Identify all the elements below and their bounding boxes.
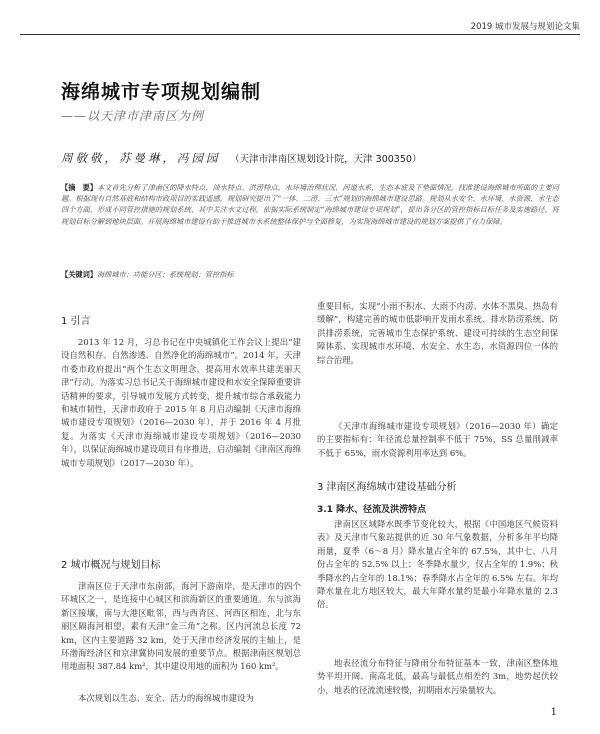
author-names: 周敬敬，苏曼琳，冯园园 (61, 151, 221, 165)
section-2-heading: 2 城市概况与规划目标 (61, 560, 161, 571)
keywords-label: 【关键词】 (61, 270, 97, 279)
keywords (61, 270, 234, 280)
section-3-heading: 3 津南区海绵城市建设基础分析 (317, 482, 457, 493)
section-1-paragraph: 2013 年 12 月，习总书记在中央城镇化工作会议上提出“建设自然积存、自然渗透、自然净化的海绵城市”。2014 年，天津市委市政府提出“两个生态文明理念，提高用水效率共建美丽天津”行动。为落实习总书记关于海绵城市建设和水安全保障重要讲话精神的要求，引导城市发展方式转变，提升城市综合承载能力和城市韧性，天津市政府于 2015 年 8 月启动编制《天津市海绵城市建设专项规划》（2016—2030 年），并于 2016 年 4 月批复。为落实《天津市海绵城市建设专项规划》（2016—2030 年），以保证海绵城市建设项目有序推进，启动编制《津南区海绵城市专项规划》（2017—2030 年）。 (61, 337, 301, 468)
author-affiliation: （天津市津南区规划设计院，天津 300350） (230, 154, 422, 165)
targets-paragraph: 《天津市海绵城市建设专项规划》（2016—2030 年）确定的主要指标有：年径流总量控制率不低于 75%，SS 总量削减率不低于 65%，雨水资源利用率达到 6%。 (317, 421, 558, 458)
section-3-1-paragraph-1: 津南区区域降水既季节变化较大，根据《中国地区气候资料表》及天津市气象站提供的近 30 年气象数据，分析多年平均降雨量，夏季（6～8 月）降水量占全年的 67.5%，其中七、八月份占全年的 52.5% 以上；冬季降水量少，仅占全年的 1.9%；秋季降水约占全年的 18.1%；春季降水占全年的 6.5% 左右。年均降水量在北方地区较大，最大年降水量约是最小年降水量的 2.3 倍。 (317, 519, 558, 610)
section-3-1-heading: 3.1 降水、径流及洪涝特点 (317, 505, 427, 515)
section-2-paragraph-1: 津南区位于天津市东南部，海河下游南岸，是天津市的四个环城区之一，是连接中心城区和滨海新区的重要通道。东与滨海新区接壤，南与大港区毗邻，西与西青区、河西区相连，北与东丽区隔海河相望，素有天津“金三角”之称。区内河流总长度 72 km，区内主要道路 32 km，处于天津市经济发展的主轴上，是环渤海经济区和京津冀协同发展的重要节点。根据津南区规划总用地面积 387.84 km²，其中建设用地的面积为 160 km²。 (61, 581, 301, 672)
abstract-label: 【摘 要】 (61, 183, 98, 192)
page-number: 1 (550, 707, 557, 718)
section-1-heading: 1 引言 (61, 316, 91, 327)
section-3-1-paragraph-2: 地表径流分布特征与降雨分布特征基本一致，津南区整体地势平坦开阔、南高北低，最高与最低点相差约 3m，地势起伏较小，地表的径流流速较慢，初期雨水污染量较大。 (317, 658, 558, 695)
section-2-paragraph-2: 本次规划以生态、安全、活力的海绵城市建设为 (78, 693, 254, 703)
keywords-text: 海绵城市；功能分区；系统规划；管控指标 (96, 270, 234, 279)
right-column-continuation: 重要目标，实现“小雨不积水、大雨不内涝、水体不黑臭、热岛有缓解”，构建完善的城市低影响开发雨水系统、排水防涝系统、防洪排涝系统，完善城市生态保护系统、建设可持续的生态空间保障体系、实现城市水环境、水安全、水生态、水资源四位一体的综合治理。 (317, 301, 558, 365)
paper-subtitle: ——以天津市津南区为例 (61, 109, 205, 123)
running-header: 2019 城市发展与规划论文集 (470, 22, 580, 32)
author-line (61, 150, 421, 166)
header-rule (20, 34, 580, 35)
paper-title: 海绵城市专项规划编制 (61, 81, 262, 103)
abstract-text: 本文首先分析了津南区的降水特点、淡水特点、洪涝特点、水环境治理状况、河道水系，生态本底及下垫面情况，找准建设海绵城市所面的主要问题。根据现有自然基底和结构市政项目的实践遥感，规划研究提出了“一体、二涝、三水”规划的海绵城市建设思路。规划从水安全、水环境、水资源、水生态四个方面，形成不同管控措施的规划系统、其中关注水文过程，依据实际系统制定“海绵城市建设专项规划”，提出各分区的管控指标目标任务及实施路径，将规划目标分解到地块层面。开展海绵城市建设有助于推进城市水系统整体保护与全面修复，为实现海绵城市建设的规划方案提供了有力保障。 (61, 183, 559, 226)
abstract (61, 182, 559, 227)
